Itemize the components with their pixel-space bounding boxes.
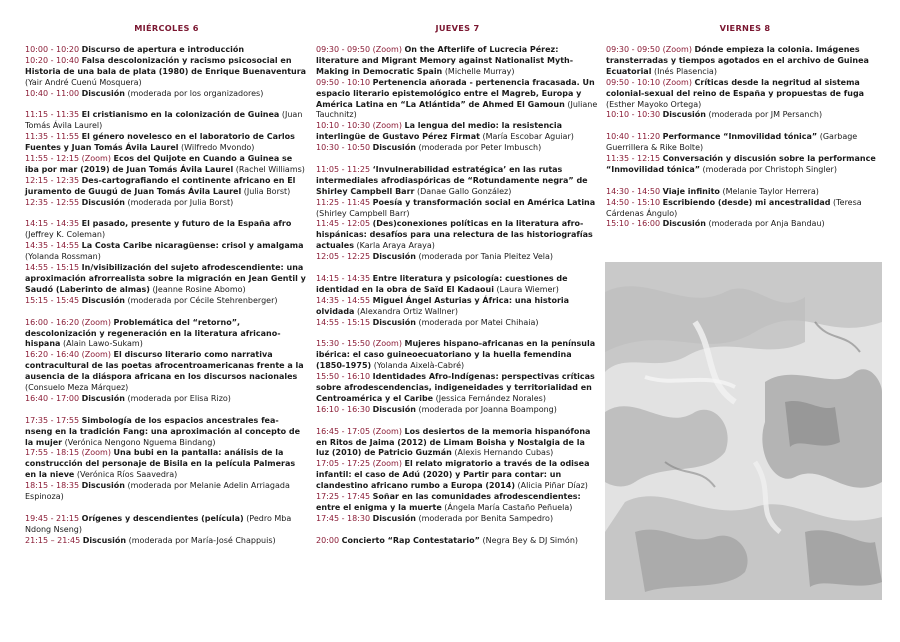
- event-speaker: (moderada por Elisa Rizo): [127, 393, 231, 403]
- zoom-tag: (Zoom): [81, 154, 111, 164]
- event-speaker: (Negra Bey & DJ Simón): [482, 535, 579, 545]
- schedule-item: [606, 219, 884, 230]
- event-time: 17:35 - 17:55: [25, 415, 80, 425]
- event-time: 14:35 - 14:55: [316, 295, 371, 305]
- event-title: Discusión: [81, 295, 125, 305]
- event-title: Discusión: [372, 404, 416, 414]
- event-title: Problemática del “retorno”, descolonización y regeneración en la literatura africano-hispana: [25, 317, 281, 349]
- schedule-item: [316, 514, 599, 525]
- event-title: Miguel Ángel Asturias y África: una historia olvidada: [316, 295, 570, 316]
- schedule-item: [606, 78, 884, 111]
- schedule-item: [606, 154, 884, 176]
- event-speaker: (Pedro Mba Ndong Nseng): [25, 513, 292, 534]
- schedule-item: [316, 459, 599, 492]
- event-speaker: (Alain Lawo-Sukam): [62, 339, 143, 349]
- event-speaker: (Teresa Cárdenas Ángulo): [606, 197, 862, 218]
- schedule-item: [25, 241, 308, 263]
- event-speaker: (Inés Plasencia): [654, 66, 717, 76]
- schedule-item: [316, 165, 599, 198]
- event-speaker: (moderada por Cécile Stehrenberger): [127, 295, 278, 305]
- schedule-list: [606, 45, 884, 230]
- event-title: On the Afterlife of Lucrecia Pérez: literature and Migrant Memory against Nationalist Myth-Making in Democratic Spain: [316, 45, 574, 76]
- zoom-tag: (Zoom): [372, 459, 402, 469]
- schedule-item: [606, 198, 884, 220]
- zoom-tag: (Zoom): [81, 317, 111, 327]
- schedule-item: [25, 263, 308, 296]
- section-spacer: [606, 121, 884, 132]
- event-speaker: (moderada por Tania Pleitez Vela): [418, 252, 554, 262]
- event-title: Poesía y transformación social en América Latina: [372, 197, 596, 207]
- event-time: 10:40 - 11:00: [25, 88, 80, 98]
- zoom-tag: (Zoom): [372, 121, 402, 131]
- event-speaker: (moderada por Anja Bandau): [708, 219, 825, 229]
- event-title: Discusión: [81, 88, 125, 98]
- schedule-item: [25, 219, 308, 241]
- event-time: 16:45 - 17:05: [316, 426, 371, 436]
- section-spacer: [25, 503, 308, 514]
- event-speaker: (Laura Wiemer): [496, 284, 559, 294]
- schedule-item: [316, 339, 599, 372]
- event-title: Orígenes y descendientes (película): [81, 513, 244, 523]
- event-speaker: (Jeanne Rosine Abomo): [152, 284, 246, 294]
- event-time: 18:15 - 18:35: [25, 481, 80, 491]
- event-time: 11:25 - 11:45: [316, 197, 371, 207]
- event-speaker: (Wilfredo Mvondo): [181, 143, 255, 153]
- event-speaker: (moderada por Peter Imbusch): [418, 143, 542, 153]
- schedule-item: [25, 536, 308, 547]
- event-speaker: (Juan Tomás Ávila Laurel): [25, 110, 303, 131]
- event-time: 11:05 - 11:25: [316, 164, 371, 174]
- schedule-list: [25, 45, 308, 547]
- event-speaker: (moderada por Matei Chihaia): [418, 317, 539, 327]
- event-time: 20:00: [316, 535, 340, 545]
- schedule-item: [25, 481, 308, 503]
- section-spacer: [316, 154, 599, 165]
- schedule-item: [316, 372, 599, 405]
- event-title: Simbología de los espacios ancestrales fea- nseng en la tradición Fang: una aproximación al concepto de la mujer: [25, 415, 301, 447]
- event-time: 10:10 - 10:30: [606, 110, 661, 120]
- event-title: Concierto “Rap Contestatario”: [341, 535, 480, 545]
- event-title: Una bubi en la pantalla: análisis de la construcción del personaje de Bisila en la película Palmeras en la nieve: [25, 448, 296, 480]
- event-title: In/visibilización del sujeto afrodescendiente: una aproximación afrorrealista sobre la migración en Jean Gentil y Saudó (Laberinto de almas): [25, 263, 306, 294]
- zoom-tag: (Zoom): [81, 350, 111, 360]
- event-time: 16:00 - 16:20: [25, 317, 80, 327]
- schedule-item: [25, 56, 308, 89]
- event-time: 11:35 - 12:15: [606, 154, 661, 164]
- event-speaker: (moderada por Julia Borst): [127, 197, 234, 207]
- day-heading: JUEVES 7: [435, 23, 480, 33]
- schedule-item: [25, 110, 308, 132]
- event-time: 15:10 - 16:00: [606, 219, 661, 229]
- schedule-item: [25, 394, 308, 405]
- event-speaker: (moderada por los organizadores): [127, 88, 264, 98]
- event-title: Entre literatura y psicología: cuestiones de identidad en la obra de Saïd El Kadaoui: [316, 274, 568, 294]
- day-heading: MIÉRCOLES 6: [134, 23, 199, 33]
- event-title: Discusión: [662, 110, 706, 120]
- event-speaker: (Jeffrey K. Coleman): [25, 230, 106, 240]
- event-title: Discusión: [81, 393, 125, 403]
- event-title: Discurso de apertura e introducción: [81, 45, 245, 54]
- schedule-item: [316, 427, 599, 460]
- event-time: 17:05 - 17:25: [316, 459, 371, 469]
- event-time: 09:30 - 09:50: [606, 45, 661, 54]
- event-time: 14:15 - 14:35: [316, 274, 371, 283]
- event-speaker: (Consuelo Meza Márquez): [25, 383, 129, 393]
- event-time: 10:10 - 10:30: [316, 121, 371, 131]
- section-spacer: [25, 405, 308, 416]
- event-time: 14:55 - 15:15: [316, 317, 371, 327]
- event-title: Falsa descolonización y racismo psicosocial en Historia de una bala de plata (1980) de Enrique Buenaventura: [25, 55, 307, 76]
- schedule-item: [25, 416, 308, 449]
- event-speaker: (Danae Gallo González): [417, 186, 512, 196]
- schedule-item: [25, 448, 308, 481]
- section-spacer: [316, 416, 599, 427]
- schedule-item: [25, 296, 308, 307]
- schedule-item: [316, 252, 599, 263]
- schedule-item: [606, 45, 884, 78]
- event-speaker: (Yolanda Aixelà-Cabré): [373, 361, 465, 371]
- event-speaker: (Karla Araya Araya): [356, 241, 435, 251]
- event-title: Discusión: [372, 252, 416, 262]
- event-title: Discusión: [82, 535, 127, 545]
- event-time: 15:50 - 16:10: [316, 372, 371, 382]
- event-speaker: (Jessica Fernández Norales): [435, 393, 546, 403]
- event-speaker: (Verónica Ríos Saavedra): [76, 470, 178, 480]
- event-time: 21:15 – 21:45: [25, 535, 81, 545]
- event-title: Los desiertos de la memoria hispanófona en Ritos de Jaima (2012) de Limam Boisha y Nostalgia de la luz (2010) de Patricio Guzmán: [316, 426, 591, 458]
- schedule-item: [606, 187, 884, 198]
- event-speaker: (Alexandra Ortiz Wallner): [357, 306, 458, 316]
- section-spacer: [25, 100, 308, 111]
- event-speaker: (Alexis Hernando Cubas): [454, 448, 554, 458]
- event-time: 11:15 - 11:35: [25, 110, 80, 120]
- event-time: 17:45 - 18:30: [316, 513, 371, 523]
- schedule-item: [25, 514, 308, 536]
- event-title: Pertenencia añorada - pertenencia fracasada. Un espacio literario epistemológico entre el Magreb, Europa y América Latina en “La Atlántida” de Ahmed El Gamoun: [316, 77, 595, 109]
- zoom-tag: (Zoom): [81, 448, 111, 458]
- event-speaker: (Esther Mayoko Ortega): [606, 99, 702, 109]
- schedule-list: [316, 45, 599, 547]
- event-title: Ecos del Quijote en Cuando a Guinea se iba por mar (2019) de Juan Tomás Ávila Laurel: [25, 154, 293, 174]
- event-time: 17:25 - 17:45: [316, 492, 371, 502]
- event-time: 12:05 - 12:25: [316, 252, 371, 262]
- event-speaker: (Michelle Murray): [444, 66, 515, 76]
- section-spacer: [606, 176, 884, 187]
- event-time: 12:15 - 12:35: [25, 175, 80, 185]
- schedule-item: [316, 296, 599, 318]
- day-heading: VIERNES 8: [719, 23, 771, 33]
- event-time: 10:40 - 11:20: [606, 132, 661, 142]
- schedule-item: [606, 110, 884, 121]
- event-time: 09:50 - 10:10: [606, 77, 661, 87]
- event-speaker: (Rachel Williams): [235, 164, 305, 174]
- event-title: El discurso literario como narrativa contracultural de las poetas afrocentroamericanas frente a la ausencia de la diáspora africana en los discursos nacionales: [25, 350, 304, 382]
- event-speaker: (Julia Borst): [243, 186, 291, 196]
- event-title: ‘Invulnerabilidad estratégica’ en las rutas intermediales afrodiaspóricas de “Rotundamente negra” de Shirley Campbell Barr: [316, 164, 588, 196]
- event-time: 11:35 - 11:55: [25, 132, 80, 142]
- zoom-tag: (Zoom): [372, 45, 402, 54]
- event-title: Identidades Afro-Indígenas: perspectivas críticas sobre afrodescendencias, indigeneidades y territorialidad en Centroamérica y el Caribe: [316, 372, 595, 403]
- schedule-item: [25, 350, 308, 394]
- section-spacer: [316, 525, 599, 536]
- schedule-item: [25, 45, 308, 56]
- event-title: Discusión: [372, 143, 416, 153]
- event-title: El género novelesco en el laboratorio de Carlos Fuentes y Juan Tomás Ávila Laurel: [25, 132, 295, 153]
- zoom-tag: (Zoom): [372, 339, 402, 349]
- zoom-tag: (Zoom): [662, 45, 692, 54]
- event-speaker: (moderada por Melanie Adelin Arriagada Espinoza): [25, 481, 290, 502]
- grayscale-artwork-image: [605, 262, 882, 600]
- event-speaker: (Alicia Piñar Díaz): [517, 481, 588, 491]
- event-time: 16:40 - 17:00: [25, 393, 80, 403]
- schedule-item: [316, 121, 599, 143]
- event-time: 16:20 - 16:40: [25, 350, 80, 360]
- event-title: Escribiendo (desde) mi ancestralidad: [662, 197, 831, 207]
- event-title: Conversación y discusión sobre la performance “Inmovilidad tónica”: [606, 154, 876, 174]
- event-speaker: (Shirley Campbell Barr): [316, 208, 410, 218]
- section-spacer: [316, 263, 599, 274]
- event-time: 11:45 - 12:05: [316, 219, 371, 229]
- event-time: 10:30 - 10:50: [316, 143, 371, 153]
- event-speaker: (moderada por Christoph Singler): [702, 164, 837, 174]
- event-speaker: (Yolanda Rossman): [25, 252, 101, 262]
- event-speaker: (moderada por María-José Chappuis): [128, 535, 276, 545]
- schedule-item: [25, 154, 308, 176]
- event-time: 15:30 - 15:50: [316, 339, 371, 349]
- schedule-item: [316, 45, 599, 78]
- event-title: Des-cartografiando el continente africano en El juramento de Guugú de Juan Tomás Ávila Laurel: [25, 175, 296, 196]
- event-speaker: (moderada por JM Persanch): [708, 110, 823, 120]
- event-time: 14:55 - 15:15: [25, 263, 80, 273]
- schedule-item: [316, 219, 599, 252]
- schedule-item: [316, 405, 599, 416]
- event-title: Discusión: [372, 317, 416, 327]
- event-time: 12:35 - 12:55: [25, 197, 80, 207]
- event-time: 17:55 - 18:15: [25, 448, 80, 458]
- event-title: Performance “Inmovilidad tónica”: [662, 132, 818, 142]
- schedule-item: [316, 274, 599, 296]
- event-speaker: (Juliane Tauchnitz): [316, 99, 598, 120]
- event-speaker: (Yair André Cuenú Mosquera): [25, 77, 142, 87]
- event-speaker: (Garbage Guerrillera & Rike Bolte): [606, 132, 858, 153]
- schedule-item: [25, 132, 308, 154]
- zoom-tag: (Zoom): [662, 77, 692, 87]
- schedule-item: [316, 143, 599, 154]
- section-spacer: [25, 307, 308, 318]
- event-speaker: (moderada por Benita Sampedro): [418, 513, 554, 523]
- event-time: 10:00 - 10:20: [25, 45, 80, 54]
- schedule-item: [25, 318, 308, 351]
- schedule-item: [316, 198, 599, 220]
- section-spacer: [316, 329, 599, 340]
- schedule-item: [316, 492, 599, 514]
- schedule-item: [25, 89, 308, 100]
- event-title: La lengua del medio: la resistencia interlingüe de Gustavo Pérez Firmat: [316, 121, 563, 142]
- event-title: Viaje infinito: [662, 186, 720, 196]
- schedule-item: [25, 198, 308, 209]
- schedule-item: [316, 318, 599, 329]
- event-title: Dónde empieza la colonia. Imágenes transterradas y tiempos agotados en el archivo de Guinea Ecuatorial: [606, 45, 869, 76]
- schedule-item: [25, 176, 308, 198]
- event-time: 14:30 - 14:50: [606, 186, 661, 196]
- event-title: Discusión: [372, 513, 416, 523]
- event-time: 15:15 - 15:45: [25, 295, 80, 305]
- event-title: El relato migratorio a través de la odisea infantil: el caso de Adú (2020) y Partir para contar: un clandestino africano rumbo a Europa (2014): [316, 459, 590, 491]
- event-title: Críticas desde la negritud al sistema colonial-sexual del reino de España y propuestas de fuga: [606, 77, 865, 98]
- schedule-item: [316, 536, 599, 547]
- event-speaker: (Verónica Nengono Nguema Bindang): [64, 437, 216, 447]
- event-speaker: (Melanie Taylor Herrera): [722, 186, 819, 196]
- artwork-svg: [605, 262, 882, 600]
- schedule-item: [316, 78, 599, 122]
- section-spacer: [25, 209, 308, 220]
- event-title: Discusión: [662, 219, 706, 229]
- event-time: 14:15 - 14:35: [25, 219, 80, 229]
- event-time: 09:50 - 10:10: [316, 77, 371, 87]
- event-title: El pasado, presente y futuro de la España afro: [81, 219, 292, 229]
- event-title: Soñar en las comunidades afrodescendientes: entre el enigma y la muerte: [316, 492, 581, 512]
- event-speaker: (María Escobar Aguiar): [482, 132, 574, 142]
- event-title: La Costa Caribe nicaragüense: crisol y amalgama: [81, 241, 304, 251]
- event-title: Discusión: [81, 481, 125, 491]
- event-speaker: (Ángela María Castaño Peñuela): [444, 503, 573, 512]
- schedule-item: [606, 132, 884, 154]
- event-time: 14:35 - 14:55: [25, 241, 80, 251]
- event-title: (Des)conexiones políticas en la literatura afro-hispánicas: desafíos para una relectura de las historiografías actuales: [316, 219, 593, 251]
- event-time: 14:50 - 15:10: [606, 197, 661, 207]
- event-title: Discusión: [81, 197, 125, 207]
- event-time: 10:20 - 10:40: [25, 55, 80, 65]
- event-time: 16:10 - 16:30: [316, 404, 371, 414]
- event-title: El cristianismo en la colonización de Guinea: [81, 110, 280, 120]
- zoom-tag: (Zoom): [372, 426, 402, 436]
- event-time: 11:55 - 12:15: [25, 154, 80, 164]
- event-time: 09:30 - 09:50: [316, 45, 371, 54]
- event-speaker: (moderada por Joanna Boampong): [418, 404, 557, 414]
- event-title: Mujeres hispano-africanas en la península ibérica: el caso guineoecuatoriano y la huella femendina (1850-1975): [316, 339, 596, 371]
- event-time: 19:45 - 21:15: [25, 513, 80, 523]
